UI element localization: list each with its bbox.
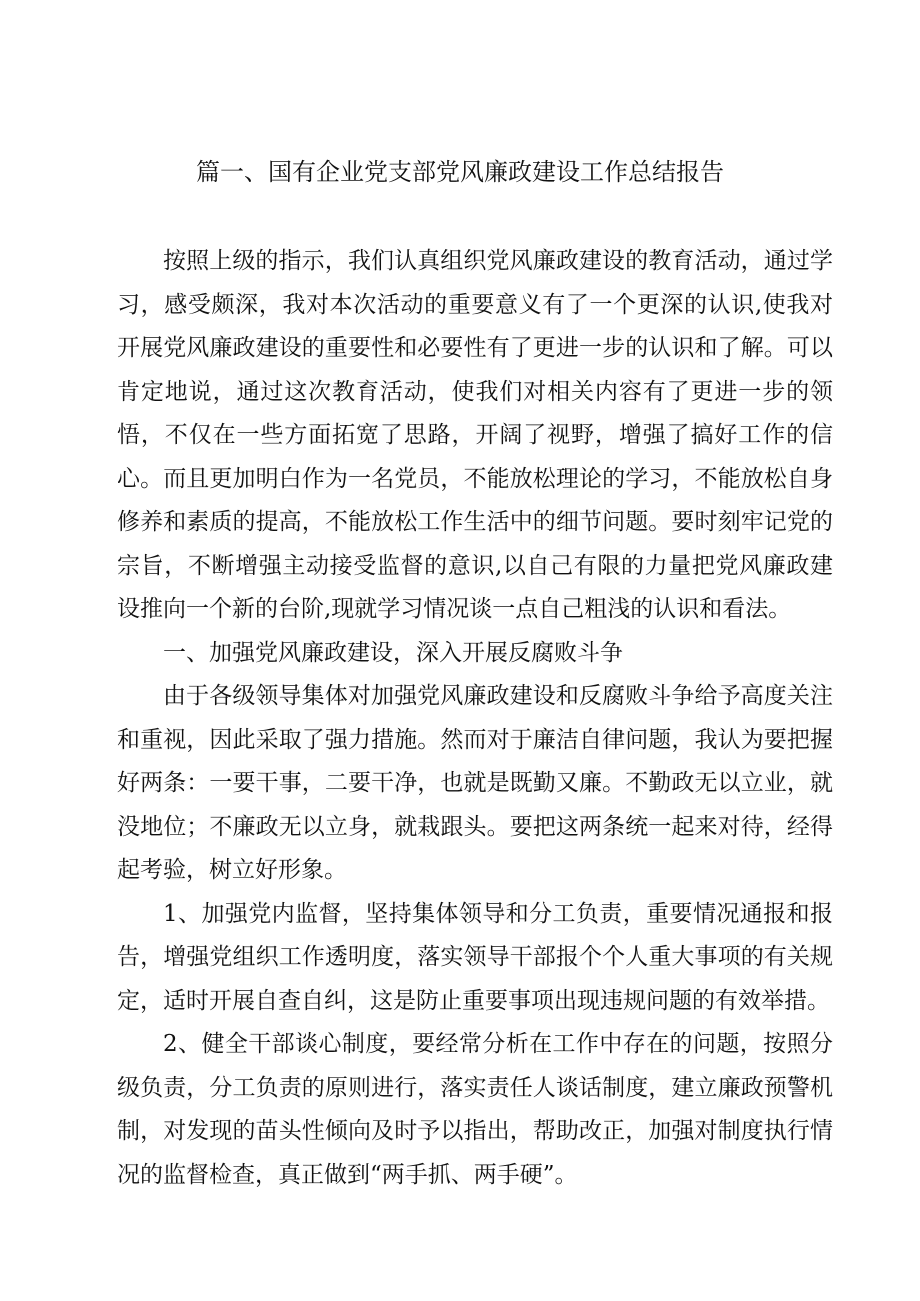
paragraph-section-intro: 由于各级领导集体对加强党风廉政建设和反腐败斗争给予高度关注和重视，因此采取了强力措施。然而对于廉洁自律问题，我认为要把握好两条：一要干事，二要干净，也就是既勤又廉。不勤政无以立业，就没地位；不廉政无以立身，就栽跟头。要把这两条统一起来对待，经得起考验，树立好形象。 [117,683,833,883]
document-title: 篇一、国有企业党支部党风廉政建设工作总结报告 [196,158,724,186]
section-heading: 一、加强党风廉政建设，深入开展反腐败斗争 [163,639,623,666]
paragraph-intro: 按照上级的指示，我们认真组织党风廉政建设的教育活动，通过学习，感受颇深，我对本次活动的重要意义有了一个更深的认识,使我对开展党风廉政建设的重要性和必要性有了更进一步的认识和了解。可以肯定地说，通过这次教育活动，使我们对相关内容有了更进一步的领悟，不仅在一些方面拓宽了思路，开阔了视野，增强了搞好工作的信心。而且更加明白作为一名党员，不能放松理论的学习，不能放松自身修养和素质的提高，不能放松工作生活中的细节问题。要时刻牢记党的宗旨，不断增强主动接受监督的意识,以自己有限的力量把党风廉政建设推向一个新的台阶,现就学习情况谈一点自己粗浅的认识和看法。 [117,248,833,622]
paragraph-point-1: 1、加强党内监督，坚持集体领导和分工负责，重要情况通报和报告，增强党组织工作透明度，落实领导干部报个个人重大事项的有关规定，适时开展自查自纠，这是防止重要事项出现违规问题的有效举措。 [117,900,833,1014]
paragraph-point-2: 2、健全干部谈心制度，要经常分析在工作中存在的问题，按照分级负责，分工负责的原则进行，落实责任人谈话制度，建立廉政预警机制，对发现的苗头性倾向及时予以指出，帮助改正，加强对制度执行情况的监督检查，真正做到“两手抓、两手硬”。 [117,1031,833,1188]
document-body [117,240,833,1197]
